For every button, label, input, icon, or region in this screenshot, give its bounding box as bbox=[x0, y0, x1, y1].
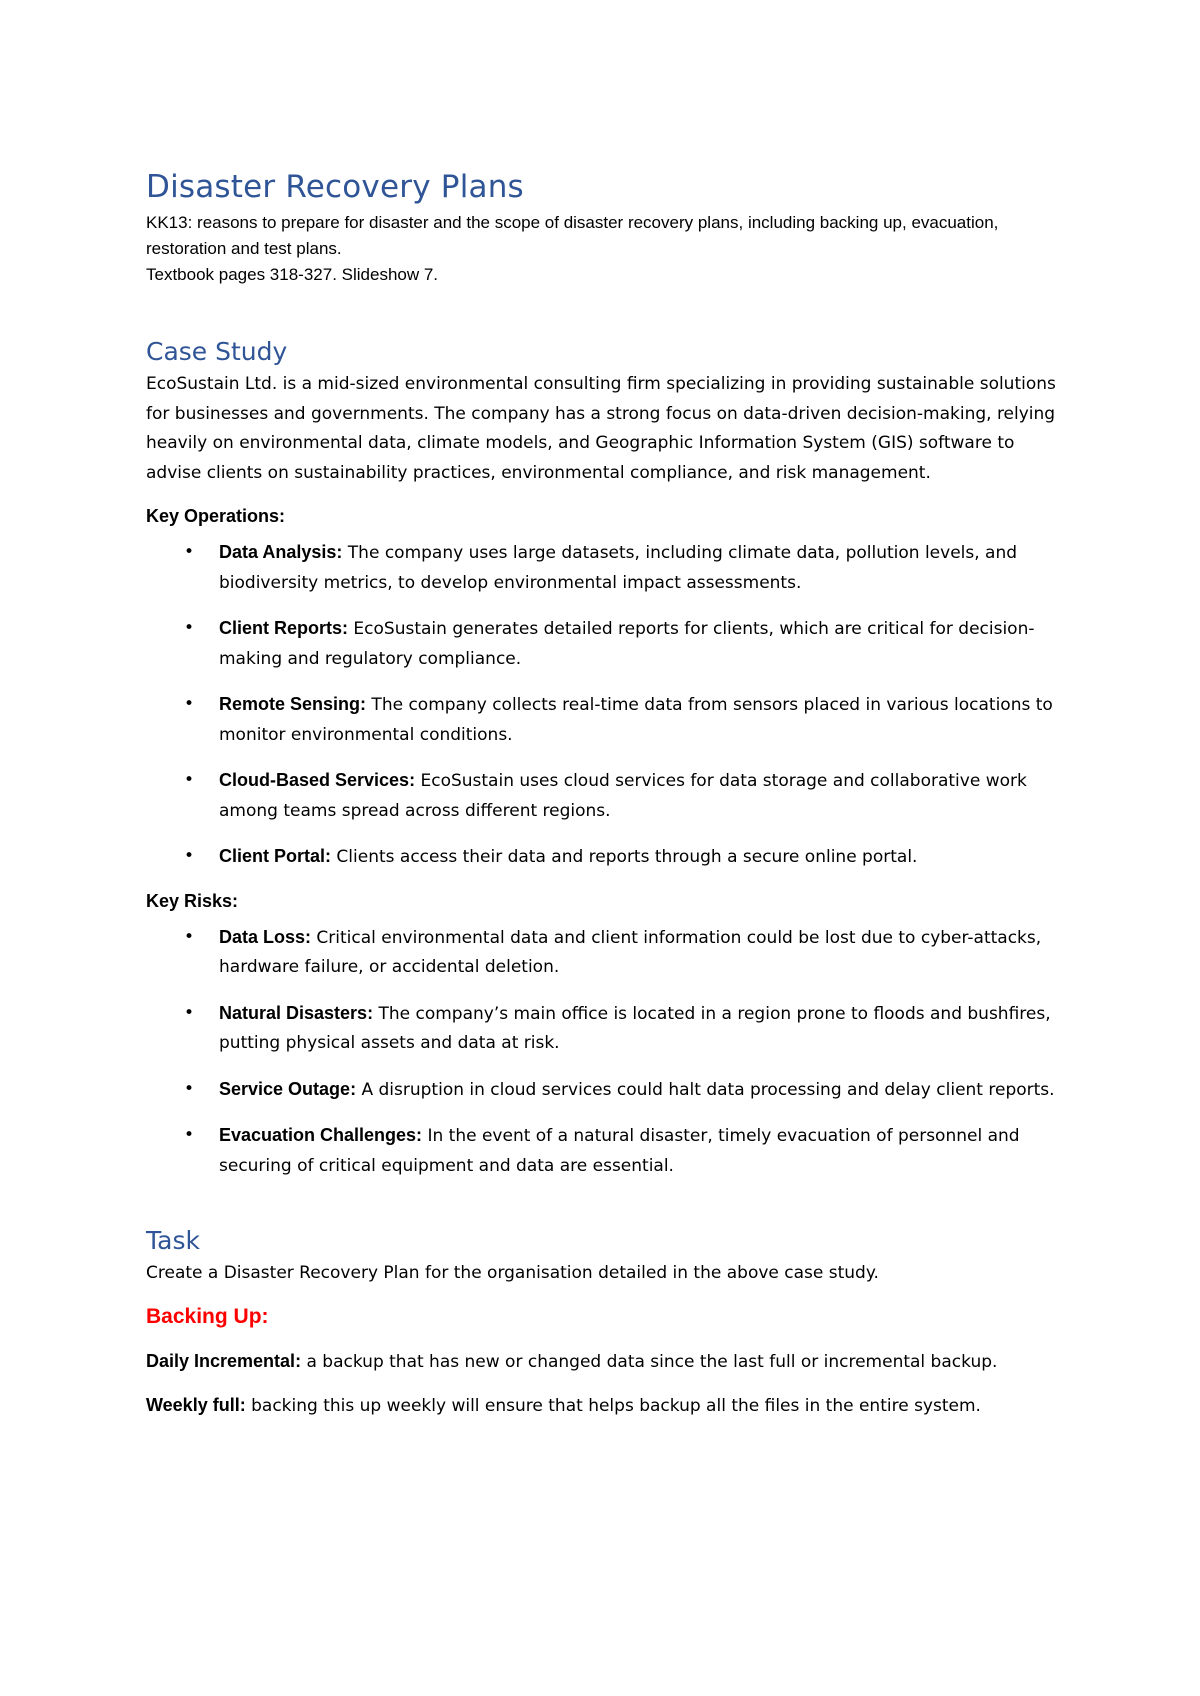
list-item-term: Remote Sensing: bbox=[219, 694, 367, 714]
list-item bbox=[146, 538, 1066, 598]
bullet-icon: • bbox=[184, 542, 195, 562]
document-page bbox=[146, 168, 1066, 1422]
bullet-icon: • bbox=[184, 1125, 195, 1145]
list-item-term: Evacuation Challenges: bbox=[219, 1125, 423, 1145]
task-instruction: Create a Disaster Recovery Plan for the organisation detailed in the above case study. bbox=[146, 1263, 879, 1283]
bullet-icon: • bbox=[184, 846, 195, 866]
list-item-text: EcoSustain generates detailed reports for clients, which are critical for decision-making and regulatory compliance. bbox=[219, 619, 1035, 669]
weekly-full-text: backing this up weekly will ensure that helps backup all the files in the entire system. bbox=[245, 1396, 981, 1416]
case-study-paragraph: EcoSustain Ltd. is a mid-sized environmental consulting firm specializing in providing sustainable solutions for businesses and governments. The company has a strong focus on data-driven decision-making, relying heavily on environmental data, climate models, and Geographic Information System (GIS) software to advise clients on sustainability practices, environmental compliance, and risk management. bbox=[146, 374, 1056, 483]
list-item-text: EcoSustain uses cloud services for data storage and collaborative work among teams spread across different regions. bbox=[219, 771, 1027, 821]
list-item bbox=[146, 614, 1066, 674]
list-item-term: Cloud-Based Services: bbox=[219, 770, 416, 790]
case-study-heading: Case Study bbox=[146, 337, 288, 366]
daily-incremental-term: Daily Incremental: bbox=[146, 1350, 302, 1371]
key-operations-label: Key Operations: bbox=[146, 506, 286, 526]
daily-incremental-text: a backup that has new or changed data since the last full or incremental backup. bbox=[301, 1351, 998, 1372]
bullet-icon: • bbox=[184, 694, 195, 714]
list-item-text: The company uses large datasets, including climate data, pollution levels, and biodiversity metrics, to develop environmental impact assessments. bbox=[219, 543, 1018, 593]
list-item bbox=[146, 842, 1066, 873]
list-item-text: A disruption in cloud services could halt data processing and delay client reports. bbox=[356, 1079, 1055, 1100]
bullet-icon: • bbox=[184, 1078, 195, 1099]
key-risks-label: Key Risks: bbox=[146, 890, 239, 911]
list-item-term: Client Portal: bbox=[219, 846, 332, 866]
list-item-term: Data Loss: bbox=[219, 926, 312, 947]
subtitle-references: Textbook pages 318-327. Slideshow 7. bbox=[146, 265, 439, 284]
document-subtitle bbox=[146, 210, 1066, 288]
list-item bbox=[146, 766, 1066, 826]
list-item-term: Natural Disasters: bbox=[219, 1002, 374, 1023]
list-item-text: Clients access their data and reports through a secure online portal. bbox=[331, 847, 918, 867]
list-item bbox=[146, 1121, 1066, 1181]
list-item-text: Critical environmental data and client information could be lost due to cyber-attacks, hardware failure, or accidental deletion. bbox=[219, 927, 1042, 977]
weekly-full-term: Weekly full: bbox=[146, 1395, 246, 1415]
subtitle-objective: KK13: reasons to prepare for disaster and the scope of disaster recovery plans, including backing up, evacuation, restoration and test plans. bbox=[146, 213, 999, 258]
list-item bbox=[146, 923, 1066, 983]
list-item-text: In the event of a natural disaster, timely evacuation of personnel and securing of critical equipment and data are essential. bbox=[219, 1126, 1020, 1176]
list-item-text: The company collects real-time data from sensors placed in various locations to monitor environmental conditions. bbox=[219, 695, 1053, 745]
key-operations-list bbox=[146, 538, 1066, 873]
document-title: Disaster Recovery Plans bbox=[146, 169, 524, 205]
daily-incremental-paragraph bbox=[146, 1347, 1066, 1378]
bullet-icon: • bbox=[184, 770, 195, 790]
list-item-term: Service Outage: bbox=[219, 1078, 357, 1099]
bullet-icon: • bbox=[184, 1002, 195, 1023]
task-heading: Task bbox=[146, 1226, 200, 1255]
list-item bbox=[146, 690, 1066, 750]
list-item bbox=[146, 1075, 1066, 1106]
bullet-icon: • bbox=[184, 926, 195, 947]
bullet-icon: • bbox=[184, 618, 195, 638]
backing-up-heading: Backing Up: bbox=[146, 1304, 269, 1328]
list-item-text: The company’s main office is located in a region prone to floods and bushfires, putting physical assets and data at risk. bbox=[219, 1003, 1051, 1053]
key-risks-list bbox=[146, 923, 1066, 1182]
list-item-term: Data Analysis: bbox=[219, 542, 343, 562]
weekly-full-paragraph bbox=[146, 1391, 1066, 1422]
list-item bbox=[146, 999, 1066, 1059]
list-item-term: Client Reports: bbox=[219, 618, 349, 638]
